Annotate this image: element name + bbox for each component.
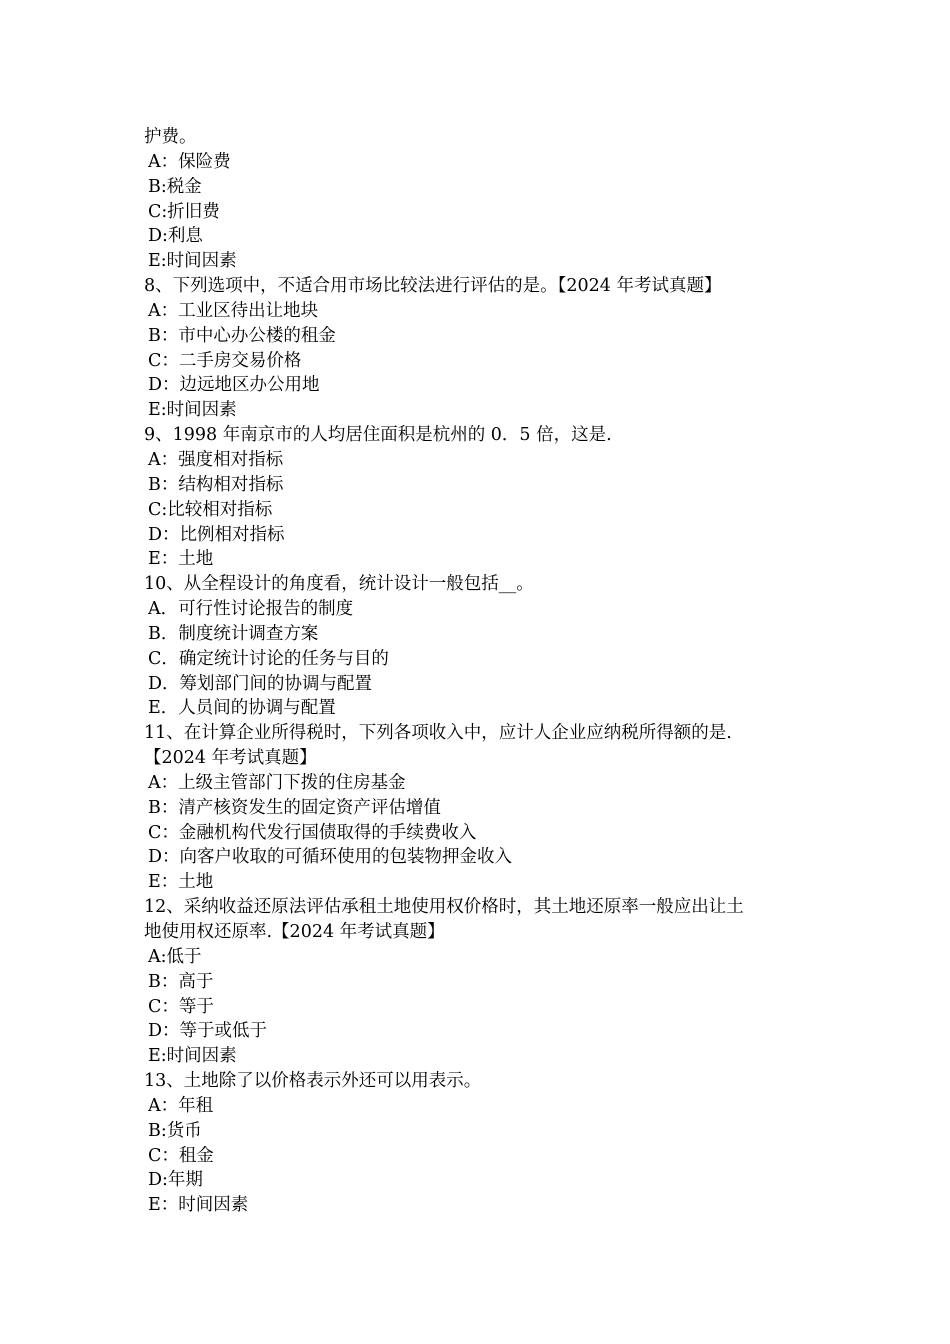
option-line: C：租金 bbox=[148, 1145, 214, 1166]
option-line: A:低于 bbox=[148, 946, 202, 967]
option-line: E．人员间的协调与配置 bbox=[148, 698, 336, 719]
question-11: 11、在计算企业所得税时，下列各项收入中，应计人企业应纳税所得额的是. bbox=[144, 723, 732, 744]
option-line: A：上级主管部门下拨的住房基金 bbox=[148, 772, 406, 793]
option-line: A：年租 bbox=[148, 1095, 214, 1116]
question-10: 10、从全程设计的角度看，统计设计一般包括__。 bbox=[144, 574, 534, 595]
option-line: A：强度相对指标 bbox=[148, 449, 284, 470]
option-line: D：比例相对指标 bbox=[148, 524, 285, 545]
option-line: C．确定统计讨论的任务与目的 bbox=[148, 648, 389, 669]
option-line: D:年期 bbox=[148, 1170, 203, 1191]
question-12-continuation: 地使用权还原率.【2024 年考试真题】 bbox=[144, 922, 445, 942]
option-line: E:时间因素 bbox=[148, 251, 237, 272]
question-11-continuation: 【2024 年考试真题】 bbox=[144, 748, 317, 769]
option-line: D：向客户收取的可循环使用的包装物押金收入 bbox=[148, 847, 513, 868]
option-line: B:税金 bbox=[148, 176, 202, 197]
question-9: 9、1998 年南京市的人均居住面积是杭州的 0．5 倍，这是. bbox=[144, 425, 612, 446]
question-8: 8、下列选项中，不适合用市场比较法进行评估的是。【2024 年考试真题】 bbox=[144, 276, 722, 297]
option-line: E:时间因素 bbox=[148, 400, 237, 421]
option-line: C：二手房交易价格 bbox=[148, 350, 302, 371]
option-line: B:货币 bbox=[148, 1120, 202, 1141]
document-body bbox=[144, 125, 814, 1218]
option-line: D：边远地区办公用地 bbox=[148, 375, 320, 396]
option-line: E：时间因素 bbox=[148, 1195, 249, 1216]
question-12: 12、采纳收益还原法评估承租土地使用权价格时，其土地还原率一般应出让土 bbox=[144, 897, 744, 918]
option-line: B：结构相对指标 bbox=[148, 474, 284, 495]
option-line: C：等于 bbox=[148, 996, 214, 1017]
option-line: B：清产核资发生的固定资产评估增值 bbox=[148, 797, 441, 818]
option-line: B：高于 bbox=[148, 971, 214, 992]
option-line: A：保险费 bbox=[148, 151, 231, 172]
continuation-text: 护费。 bbox=[144, 127, 197, 147]
option-line: A．可行性讨论报告的制度 bbox=[148, 599, 354, 620]
option-line: B．制度统计调查方案 bbox=[148, 623, 319, 644]
option-line: D:利息 bbox=[148, 226, 203, 247]
option-line: E：土地 bbox=[148, 872, 214, 893]
option-line: B：市中心办公楼的租金 bbox=[148, 325, 336, 346]
option-line: D．筹划部门间的协调与配置 bbox=[148, 673, 373, 694]
option-line: C：金融机构代发行国债取得的手续费收入 bbox=[148, 822, 477, 843]
option-line: A：工业区待出让地块 bbox=[148, 300, 319, 321]
option-line: C:比较相对指标 bbox=[148, 499, 273, 520]
option-line: D：等于或低于 bbox=[148, 1021, 268, 1042]
option-line: C:折旧费 bbox=[148, 201, 220, 222]
question-13: 13、土地除了以价格表示外还可以用表示。 bbox=[144, 1071, 482, 1092]
option-line: E:时间因素 bbox=[148, 1046, 237, 1067]
option-line: E：土地 bbox=[148, 549, 214, 570]
